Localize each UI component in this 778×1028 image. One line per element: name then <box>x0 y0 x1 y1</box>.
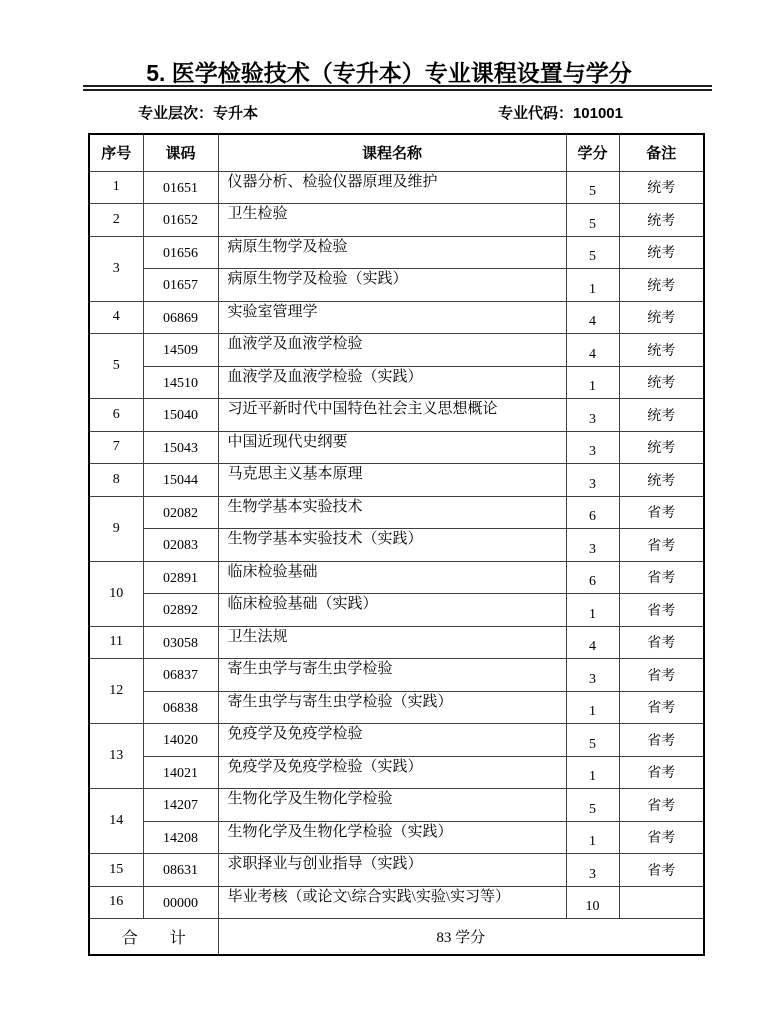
course-code-cell: 02082 <box>143 496 218 529</box>
course-code-cell: 02892 <box>143 594 218 627</box>
row-no-cell: 15 <box>89 854 143 887</box>
course-name-cell: 病原生物学及检验 <box>218 236 566 269</box>
table-row <box>89 269 704 302</box>
table-total-row <box>89 919 704 955</box>
column-header-index: 序号 <box>89 134 143 171</box>
course-code-cell: 14208 <box>143 821 218 854</box>
table-row <box>89 496 704 529</box>
row-no-cell: 6 <box>89 399 143 432</box>
course-code-cell: 14510 <box>143 366 218 399</box>
course-name-cell: 习近平新时代中国特色社会主义思想概论 <box>218 399 566 432</box>
note-cell: 省考 <box>619 529 704 562</box>
course-code-cell: 00000 <box>143 886 218 919</box>
table-row <box>89 399 704 432</box>
course-code-cell: 15040 <box>143 399 218 432</box>
course-code-cell: 14020 <box>143 724 218 757</box>
credits-cell: 3 <box>566 399 619 432</box>
course-code-cell: 03058 <box>143 626 218 659</box>
course-code-cell: 02891 <box>143 561 218 594</box>
credits-cell: 1 <box>566 691 619 724</box>
credits-cell: 5 <box>566 204 619 237</box>
credits-cell: 3 <box>566 529 619 562</box>
table-row <box>89 529 704 562</box>
credits-cell: 5 <box>566 236 619 269</box>
table-row <box>89 854 704 887</box>
note-cell: 省考 <box>619 691 704 724</box>
credits-cell: 6 <box>566 496 619 529</box>
note-cell: 省考 <box>619 496 704 529</box>
row-no-cell: 1 <box>89 171 143 204</box>
course-code-cell: 01652 <box>143 204 218 237</box>
note-cell: 省考 <box>619 854 704 887</box>
table-row <box>89 204 704 237</box>
course-code-cell: 01656 <box>143 236 218 269</box>
credits-cell: 3 <box>566 659 619 692</box>
program-meta <box>88 104 703 124</box>
course-name-cell: 毕业考核（或论文\综合实践\实验\实习等） <box>218 886 566 919</box>
credits-cell: 1 <box>566 821 619 854</box>
note-cell: 统考 <box>619 431 704 464</box>
table-row <box>89 366 704 399</box>
note-cell: 省考 <box>619 594 704 627</box>
table-row <box>89 691 704 724</box>
course-name-cell: 生物学基本实验技术（实践） <box>218 529 566 562</box>
row-no-cell: 8 <box>89 464 143 497</box>
credits-cell: 4 <box>566 301 619 334</box>
course-code-cell: 02083 <box>143 529 218 562</box>
course-name-cell: 血液学及血液学检验 <box>218 334 566 367</box>
table-row <box>89 821 704 854</box>
credits-cell: 3 <box>566 431 619 464</box>
course-name-cell: 临床检验基础 <box>218 561 566 594</box>
table-row <box>89 756 704 789</box>
course-table <box>88 133 705 956</box>
program-code: 专业代码：101001 <box>497 105 623 122</box>
row-no-cell: 16 <box>89 886 143 919</box>
row-no-cell: 14 <box>89 789 143 854</box>
table-row <box>89 594 704 627</box>
row-no-cell: 3 <box>89 236 143 301</box>
note-cell: 省考 <box>619 756 704 789</box>
note-cell: 统考 <box>619 366 704 399</box>
credits-cell: 6 <box>566 561 619 594</box>
course-name-cell: 寄生虫学与寄生虫学检验（实践） <box>218 691 566 724</box>
course-name-cell: 中国近现代史纲要 <box>218 431 566 464</box>
table-row <box>89 236 704 269</box>
table-row <box>89 789 704 822</box>
note-cell: 统考 <box>619 334 704 367</box>
table-row <box>89 659 704 692</box>
row-no-cell: 13 <box>89 724 143 789</box>
credits-cell: 1 <box>566 756 619 789</box>
table-row <box>89 301 704 334</box>
credits-cell: 1 <box>566 269 619 302</box>
course-code-cell: 14021 <box>143 756 218 789</box>
credits-cell: 3 <box>566 854 619 887</box>
row-no-cell: 11 <box>89 626 143 659</box>
table-row <box>89 626 704 659</box>
note-cell: 统考 <box>619 301 704 334</box>
course-name-cell: 马克思主义基本原理 <box>218 464 566 497</box>
course-name-cell: 寄生虫学与寄生虫学检验 <box>218 659 566 692</box>
table-row <box>89 334 704 367</box>
column-header-credits: 学分 <box>566 134 619 171</box>
note-cell: 省考 <box>619 626 704 659</box>
course-table-body <box>89 171 704 919</box>
course-code-cell: 15043 <box>143 431 218 464</box>
course-name-cell: 卫生检验 <box>218 204 566 237</box>
credits-cell: 10 <box>566 886 619 919</box>
table-row <box>89 464 704 497</box>
note-cell: 省考 <box>619 561 704 594</box>
course-name-cell: 免疫学及免疫学检验（实践） <box>218 756 566 789</box>
course-code-cell: 08631 <box>143 854 218 887</box>
row-no-cell: 12 <box>89 659 143 724</box>
note-cell: 统考 <box>619 236 704 269</box>
row-no-cell: 5 <box>89 334 143 399</box>
note-cell: 省考 <box>619 789 704 822</box>
credits-cell: 1 <box>566 594 619 627</box>
column-header-code: 课码 <box>143 134 218 171</box>
column-header-name: 课程名称 <box>218 134 566 171</box>
note-cell: 统考 <box>619 204 704 237</box>
course-name-cell: 生物化学及生物化学检验 <box>218 789 566 822</box>
note-cell: 统考 <box>619 399 704 432</box>
note-cell: 统考 <box>619 269 704 302</box>
note-cell: 省考 <box>619 659 704 692</box>
course-name-cell: 生物学基本实验技术 <box>218 496 566 529</box>
course-name-cell: 血液学及血液学检验（实践） <box>218 366 566 399</box>
course-code-cell: 06838 <box>143 691 218 724</box>
program-level: 专业层次：专升本 <box>138 105 259 122</box>
table-header-row <box>89 134 704 171</box>
column-header-note: 备注 <box>619 134 704 171</box>
row-no-cell: 4 <box>89 301 143 334</box>
credits-cell: 4 <box>566 626 619 659</box>
note-cell: 统考 <box>619 171 704 204</box>
course-name-cell: 免疫学及免疫学检验 <box>218 724 566 757</box>
course-name-cell: 仪器分析、检验仪器原理及维护 <box>218 171 566 204</box>
note-cell: 省考 <box>619 821 704 854</box>
row-no-cell: 10 <box>89 561 143 626</box>
table-row <box>89 171 704 204</box>
credits-cell: 5 <box>566 789 619 822</box>
course-code-cell: 06837 <box>143 659 218 692</box>
course-code-cell: 06869 <box>143 301 218 334</box>
row-no-cell: 2 <box>89 204 143 237</box>
course-name-cell: 求职择业与创业指导（实践） <box>218 854 566 887</box>
course-name-cell: 病原生物学及检验（实践） <box>218 269 566 302</box>
course-name-cell: 卫生法规 <box>218 626 566 659</box>
table-row <box>89 431 704 464</box>
note-cell: 省考 <box>619 724 704 757</box>
credits-cell: 4 <box>566 334 619 367</box>
page-top-divider <box>83 85 712 91</box>
credits-cell: 5 <box>566 724 619 757</box>
table-row <box>89 886 704 919</box>
total-label-cell: 合 计 <box>89 919 218 955</box>
page-title: 5. 医学检验技术（专升本）专业课程设置与学分 <box>146 60 632 86</box>
note-cell <box>619 886 704 919</box>
course-name-cell: 生物化学及生物化学检验（实践） <box>218 821 566 854</box>
row-no-cell: 9 <box>89 496 143 561</box>
course-code-cell: 14207 <box>143 789 218 822</box>
course-code-cell: 14509 <box>143 334 218 367</box>
table-row <box>89 724 704 757</box>
course-code-cell: 15044 <box>143 464 218 497</box>
course-code-cell: 01651 <box>143 171 218 204</box>
course-name-cell: 实验室管理学 <box>218 301 566 334</box>
total-value-cell: 83 学分 <box>218 919 704 955</box>
credits-cell: 3 <box>566 464 619 497</box>
table-row <box>89 561 704 594</box>
course-code-cell: 01657 <box>143 269 218 302</box>
row-no-cell: 7 <box>89 431 143 464</box>
course-name-cell: 临床检验基础（实践） <box>218 594 566 627</box>
note-cell: 统考 <box>619 464 704 497</box>
credits-cell: 1 <box>566 366 619 399</box>
credits-cell: 5 <box>566 171 619 204</box>
